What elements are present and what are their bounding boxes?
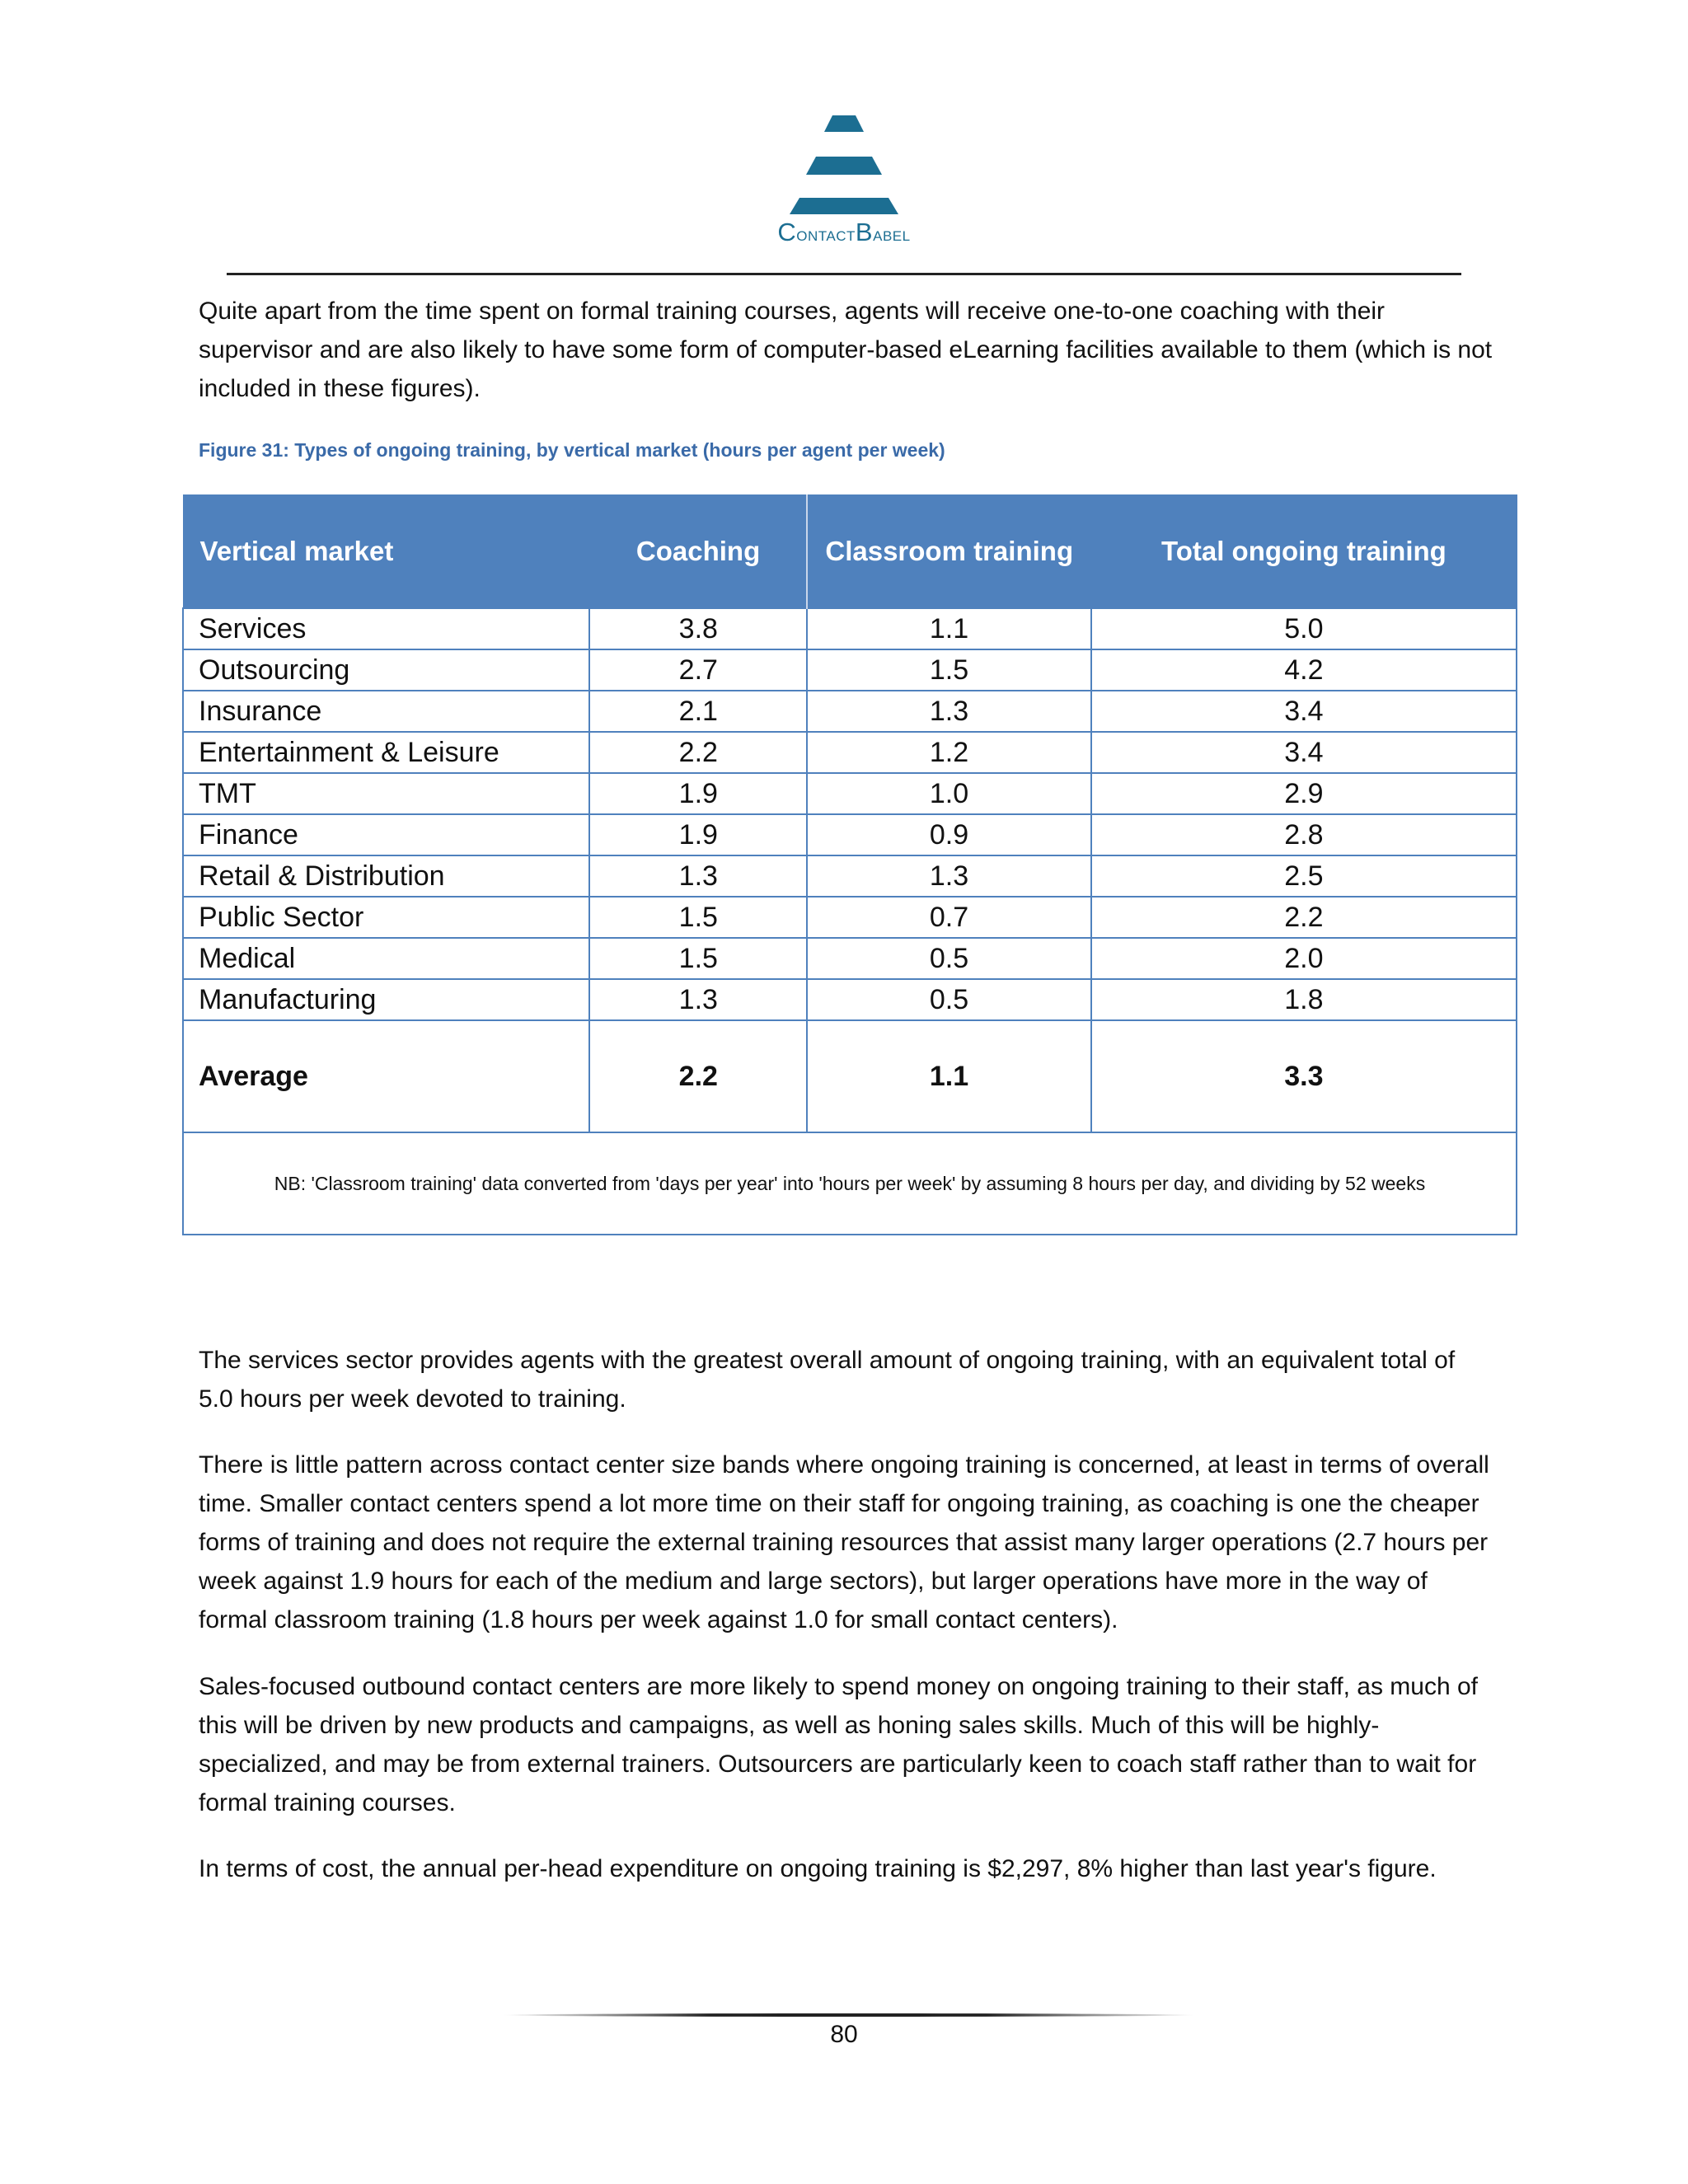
row-total: 2.8	[1091, 814, 1517, 855]
row-classroom: 1.0	[807, 773, 1091, 814]
page-number: 80	[830, 2021, 858, 2048]
row-total: 2.5	[1091, 855, 1517, 897]
table-note-row	[183, 1132, 1517, 1235]
row-market: Public Sector	[183, 897, 589, 938]
average-classroom: 1.1	[807, 1020, 1091, 1132]
row-market: Entertainment & Leisure	[183, 732, 589, 773]
average-total: 3.3	[1091, 1020, 1517, 1132]
row-classroom: 0.5	[807, 938, 1091, 979]
row-total: 1.8	[1091, 979, 1517, 1020]
row-market: TMT	[183, 773, 589, 814]
table-row	[183, 897, 1517, 938]
body-paragraph-2: There is little pattern across contact center size bands where ongoing training is concerned, at least in terms of overall time. Smaller contact centers spend a lot more time on their staff for ongoing training, as coaching is one the cheaper forms of training and does not require the external training resources that assist many larger operations (2.7 hours per week against 1.9 hours for each of the medium and large sectors), but larger operations have more in the way of formal classroom training (1.8 hours per week against 1.0 for small contact centers).	[199, 1451, 1489, 1633]
row-market: Retail & Distribution	[183, 855, 589, 897]
training-table	[182, 494, 1517, 1235]
row-total: 5.0	[1091, 608, 1517, 649]
average-label: Average	[183, 1020, 589, 1132]
table-row	[183, 855, 1517, 897]
table-row	[183, 608, 1517, 649]
row-coaching: 3.8	[589, 608, 807, 649]
body-paragraph-3: Sales-focused outbound contact centers are more likely to spend money on ongoing training to their staff, as much of this will be driven by new products and campaigns, as well as honing sales skills. Much of this will be highly-specialized, and may be from external trainers. Outsourcers are particularly keen to coach staff rather than to wait for formal training courses.	[199, 1673, 1479, 1816]
row-market: Services	[183, 608, 589, 649]
row-total: 3.4	[1091, 732, 1517, 773]
row-market: Finance	[183, 814, 589, 855]
row-total: 2.9	[1091, 773, 1517, 814]
table-row	[183, 773, 1517, 814]
row-classroom: 1.1	[807, 608, 1091, 649]
table-row	[183, 649, 1517, 691]
row-classroom: 1.5	[807, 649, 1091, 691]
intro-paragraph: Quite apart from the time spent on formal training courses, agents will receive one-to-one coaching with their supervisor and are also likely to have some form of computer-based eLearning facilities available to them (which is not included in these figures).	[199, 298, 1493, 402]
table-row	[183, 732, 1517, 773]
row-classroom: 1.3	[807, 691, 1091, 732]
figure-caption: Figure 31: Types of ongoing training, by vertical market (hours per agent per week)	[199, 439, 945, 461]
row-total: 4.2	[1091, 649, 1517, 691]
row-classroom: 0.9	[807, 814, 1091, 855]
row-classroom: 0.5	[807, 979, 1091, 1020]
body-paragraph-1: The services sector provides agents with the greatest overall amount of ongoing training, with an equivalent total of 5.0 hours per week devoted to training.	[199, 1347, 1456, 1413]
row-coaching: 2.2	[589, 732, 807, 773]
row-classroom: 0.7	[807, 897, 1091, 938]
row-coaching: 1.5	[589, 938, 807, 979]
row-market: Insurance	[183, 691, 589, 732]
row-coaching: 1.3	[589, 855, 807, 897]
row-total: 3.4	[1091, 691, 1517, 732]
header-divider	[227, 273, 1461, 275]
average-row	[183, 1020, 1517, 1132]
row-market: Manufacturing	[183, 979, 589, 1020]
row-coaching: 2.1	[589, 691, 807, 732]
table-row	[183, 979, 1517, 1020]
row-classroom: 1.3	[807, 855, 1091, 897]
row-market: Medical	[183, 938, 589, 979]
row-coaching: 1.9	[589, 773, 807, 814]
contactbabel-logo	[742, 115, 946, 255]
row-total: 2.0	[1091, 938, 1517, 979]
average-coaching: 2.2	[589, 1020, 807, 1132]
pyramid-logo-icon	[742, 115, 946, 214]
row-market: Outsourcing	[183, 649, 589, 691]
table-row	[183, 938, 1517, 979]
row-total: 2.2	[1091, 897, 1517, 938]
footer-divider	[503, 2013, 1195, 2017]
table-row	[183, 814, 1517, 855]
header-classroom-training: Classroom training	[807, 495, 1091, 609]
row-coaching: 1.9	[589, 814, 807, 855]
body-paragraph-4: In terms of cost, the annual per-head expenditure on ongoing training is $2,297, 8% higher than last year's figure.	[199, 1855, 1437, 1882]
row-coaching: 1.3	[589, 979, 807, 1020]
row-classroom: 1.2	[807, 732, 1091, 773]
logo-wordmark: ContactBabel	[777, 218, 911, 246]
header-coaching: Coaching	[589, 495, 807, 609]
table-note: NB: 'Classroom training' data converted from 'days per year' into 'hours per week' by assuming 8 hours per day, and dividing by 52 weeks	[183, 1132, 1517, 1235]
table-row	[183, 691, 1517, 732]
header-vertical-market: Vertical market	[183, 495, 589, 609]
row-coaching: 1.5	[589, 897, 807, 938]
table-header-row	[183, 495, 1517, 609]
row-coaching: 2.7	[589, 649, 807, 691]
header-total-ongoing-training: Total ongoing training	[1091, 495, 1517, 609]
